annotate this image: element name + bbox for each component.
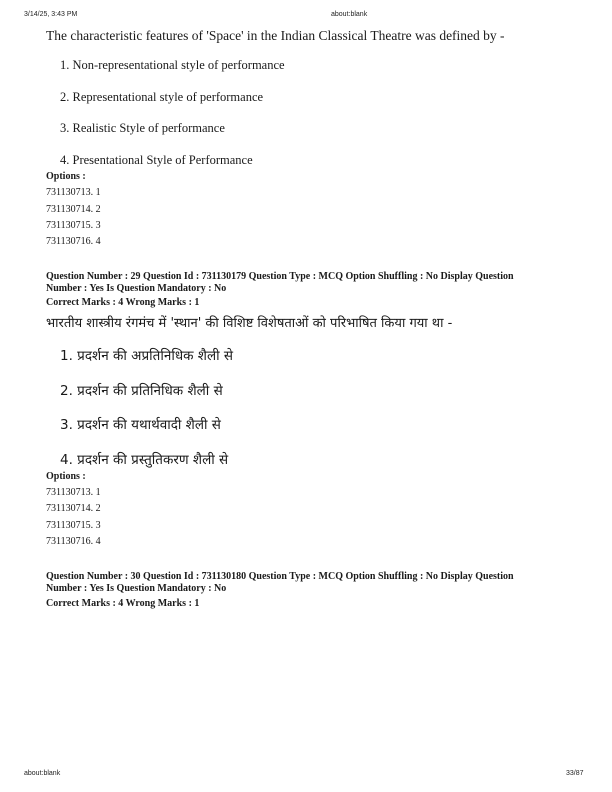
print-title: about:blank [331,11,368,18]
q30-marks: Correct Marks : 4 Wrong Marks : 1 [46,598,200,609]
q28-option-2: 731130714. 2 [46,204,101,215]
q29-choice-2: 2. प्रदर्शन की प्रतिनिधिक शैली से [60,383,223,399]
q29-meta-line-2: Number : Yes Is Question Mandatory : No [46,283,227,294]
q29-option-3: 731130715. 3 [46,520,101,531]
print-footer-url: about:blank [24,770,61,777]
q29-marks: Correct Marks : 4 Wrong Marks : 1 [46,297,200,308]
print-datetime: 3/14/25, 3:43 PM [24,11,78,18]
q30-meta-line-2: Number : Yes Is Question Mandatory : No [46,583,227,594]
q29-choice-4: 4. प्रदर्शन की प्रस्तुतिकरण शैली से [60,452,229,468]
q29-option-4: 731130716. 4 [46,536,101,547]
q29-option-2: 731130714. 2 [46,503,101,514]
q28-options-label: Options : [46,171,86,182]
q28-choice-1: 1. Non-representational style of performance [60,58,285,72]
q29-choice-3: 3. प्रदर्शन की यथार्थवादी शैली से [60,417,221,433]
q28-question-text: The characteristic features of 'Space' in the Indian Classical Theatre was defined by - [46,28,505,43]
q29-choice-1: 1. प्रदर्शन की अप्रतिनिधिक शैली से [60,348,234,364]
q29-option-1: 731130713. 1 [46,487,101,498]
q29-options-label: Options : [46,471,86,482]
q28-option-4: 731130716. 4 [46,236,101,247]
q28-option-1: 731130713. 1 [46,187,101,198]
q29-meta-line-1: Question Number : 29 Question Id : 731130179 Question Type : MCQ Option Shuffling : No Display Question [46,271,514,282]
q30-meta-line-1: Question Number : 30 Question Id : 731130180 Question Type : MCQ Option Shuffling : No Display Question [46,571,514,582]
q28-choice-4: 4. Presentational Style of Performance [60,153,253,167]
q28-choice-3: 3. Realistic Style of performance [60,121,225,135]
page-number: 33/87 [566,770,584,777]
q29-question-text: भारतीय शास्त्रीय रंगमंच में 'स्थान' की विशिष्ट विशेषताओं को परिभाषित किया गया था - [46,316,453,331]
q28-choice-2: 2. Representational style of performance [60,90,264,104]
q28-option-3: 731130715. 3 [46,220,101,231]
